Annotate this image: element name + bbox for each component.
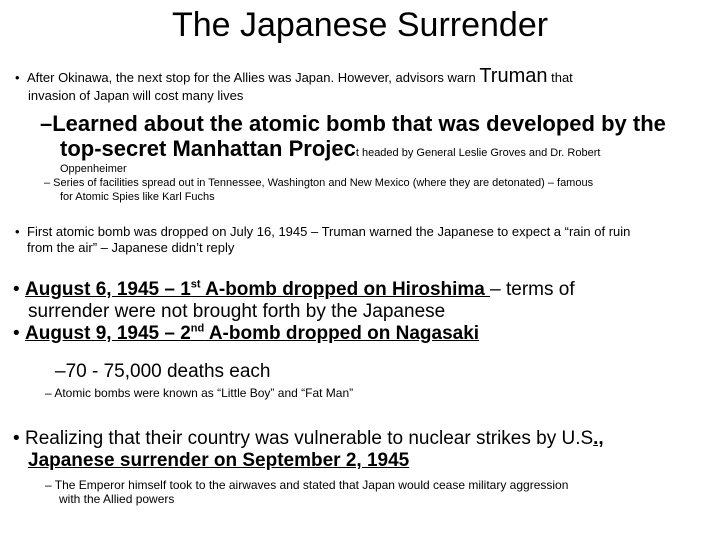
truman-text: Truman [479,65,548,87]
bullet-atomic-bomb [40,111,720,175]
bullet-marker: • [15,70,20,85]
bomb-names-text: – Atomic bombs were known as “Little Boy” and “Fat Man” [45,386,354,400]
first-bomb-line1: First atomic bomb was dropped on July 16, 1945 – Truman warned the Japanese to expect a “rain of ruin [27,224,631,239]
facilities-line2: for Atomic Spies like Karl Fuchs [60,191,215,203]
ordinal-sup: nd [190,322,205,335]
bullet-marker: • [13,323,20,344]
oppenheimer-text: Oppenheimer [60,163,127,175]
atomic-bomb-line1: –Learned about the atomic bomb that was developed by the [40,111,666,136]
bullet-facilities [44,176,720,204]
nagasaki-text: A-bomb dropped on Nagasaki [204,323,480,344]
manhattan-project-detail: t headed by General Leslie Groves and Dr. Robert [355,147,601,159]
surrender-date: Japanese surrender on September 2, 1945 [28,450,410,471]
bullet-emperor [45,478,715,506]
hiroshima-date: August 6, 1945 – 1 [25,279,191,300]
bullet-marker: • [13,279,20,300]
okinawa-text-end: that [547,70,573,85]
surrender-line1: Realizing that their country was vulnerable to nuclear strikes by U.S [25,428,594,449]
hiroshima-text: A-bomb dropped on Hiroshima [200,279,491,300]
emperor-line1: – The Emperor himself took to the airwaves and stated that Japan would cease military aggression [45,478,569,492]
surrender-punct: ., [593,428,604,449]
bullet-first-bomb [15,224,715,256]
bullet-marker: • [13,428,20,449]
nagasaki-date: August 9, 1945 – 2 [25,323,191,344]
manhattan-project-text: top-secret Manhattan Projec [60,136,356,161]
bullet-bombings [13,279,713,345]
hiroshima-terms-line2: surrender were not brought forth by the Japanese [28,301,446,322]
first-bomb-line2: from the air” – Japanese didn’t reply [27,240,235,255]
hiroshima-terms: – terms of [490,279,575,300]
okinawa-text: After Okinawa, the next stop for the Allies was Japan. However, advisors warn [27,70,480,85]
deaths-text: –70 - 75,000 deaths each [55,361,271,382]
bullet-surrender [13,428,713,472]
bullet-marker: • [15,224,20,239]
ordinal-sup: st [190,278,201,291]
emperor-line2: with the Allied powers [59,492,175,506]
slide-title: The Japanese Surrender [171,6,549,44]
facilities-line1: – Series of facilities spread out in Tennessee, Washington and New Mexico (where they are detonated) – famous [44,177,594,189]
okinawa-text-line2: invasion of Japan will cost many lives [28,88,244,103]
